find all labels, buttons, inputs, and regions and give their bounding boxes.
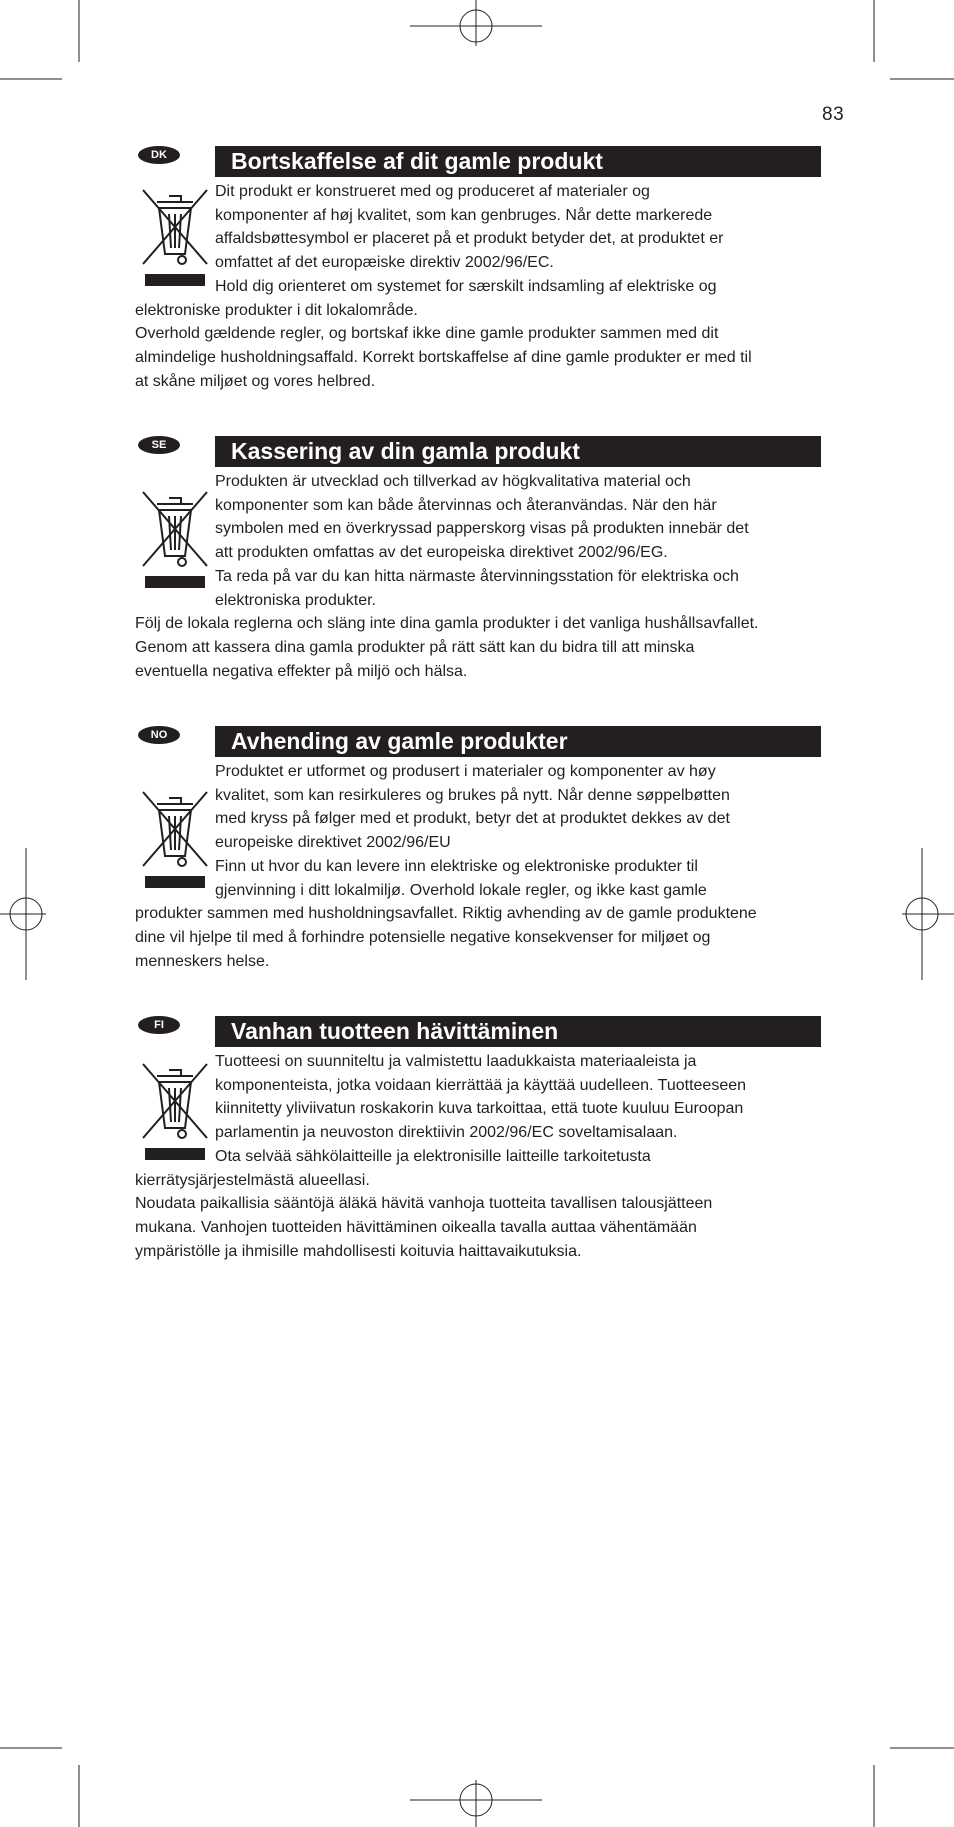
body-line: at skåne miljøet og vores helbred. [135, 372, 376, 390]
registration-target-top [410, 0, 542, 46]
body-line: dine vil hjelpe til med å forhindre potensielle negative konsekvenser for miljøet og [135, 928, 711, 946]
section-body [135, 760, 821, 973]
body-line: Ta reda på var du kan hitta närmaste återvinningsstation för elektriska och [215, 567, 739, 585]
body-line: mukana. Vanhojen tuotteiden hävittäminen oikealla tavalla auttaa vähentämään [135, 1218, 697, 1236]
body-line: symbolen med en överkryssad papperskorg visas på produkten innebär det [215, 520, 749, 538]
body-line: affaldsbøttesymbol er placeret på et produkt betyder det, at produktet er [215, 230, 724, 248]
body-line: almindelige husholdningsaffald. Korrekt bortskaffelse af dine gamle produkter er med til [135, 348, 752, 366]
body-line: kierrätysjärjestelmästä alueellasi. [135, 1171, 370, 1189]
language-badge: NO [138, 726, 180, 744]
registration-target-left [0, 848, 46, 980]
body-line: Ota selvää sähkölaitteille ja elektronisille laitteille tarkoitetusta [215, 1147, 651, 1165]
body-line: elektroniske produkter i dit lokalområde. [135, 301, 418, 319]
body-line: Overhold gældende regler, og bortskaf ikke dine gamle produkter sammen med dit [135, 325, 719, 343]
body-line: komponenteista, jotka voidaan kierrättää ja käyttää uudelleen. Tuotteeseen [215, 1076, 747, 1094]
registration-target-bottom [410, 1780, 542, 1827]
body-line: Följ de lokala reglerna och släng inte dina gamla produkter i det vanliga hushållsavfallet. [135, 615, 759, 633]
body-line: Produktet er utformet og produsert i materialer og komponenter av høy [215, 763, 716, 780]
language-badge: DK [138, 146, 180, 164]
body-line: eventuella negativa effekter på miljö och hälsa. [135, 662, 468, 680]
body-line: komponenter af høj kvalitet, som kan genbruges. Når dette markerede [215, 206, 713, 224]
body-line: Hold dig orienteret om systemet for særskilt indsamling af elektriske og [215, 277, 717, 295]
body-line: Produkten är utvecklad och tillverkad av högkvalitativa material och [215, 473, 691, 490]
body-line: produkter sammen med husholdningsavfallet. Riktig avhending av de gamle produktene [135, 905, 757, 923]
body-line: kiinnitetty yliviivatun roskakorin kuva tarkoittaa, että tuote kuuluu Euroopan [215, 1100, 744, 1118]
body-line: att produkten omfattas av det europeiska direktivet 2002/96/EG. [215, 544, 668, 562]
body-line: kvalitet, som kan resirkuleres og brukes på nytt. Når denne søppelbøtten [215, 786, 730, 804]
language-badge: FI [138, 1016, 180, 1034]
body-line: komponenter som kan både återvinnas och återanvändas. När den här [215, 496, 717, 514]
body-line: omfattet af det europæiske direktiv 2002/96/EC. [215, 254, 554, 272]
section-title: Kassering av din gamla produkt [215, 436, 821, 467]
section-body [135, 1050, 821, 1263]
body-line: med kryss på følger med et produkt, betyr det at produktet dekkes av det [215, 810, 730, 828]
body-line: europeiske direktivet 2002/96/EU [215, 834, 451, 852]
body-line: gjenvinning i ditt lokalmiljø. Overhold lokale regler, og ikke kast gamle [215, 881, 707, 899]
section-body [135, 470, 821, 683]
body-line: ympäristölle ja ihmisille mahdollisesti koituvia haittavaikutuksia. [135, 1242, 582, 1260]
body-line: Finn ut hvor du kan levere inn elektriske og elektroniske produkter til [215, 857, 698, 875]
body-line: Noudata paikallisia sääntöjä äläkä hävitä vanhoja tuotteita tavallisen talousjätteen [135, 1195, 713, 1213]
language-badge: SE [138, 436, 180, 454]
page-number: 83 [822, 104, 845, 125]
body-line: Dit produkt er konstrueret med og produceret af materialer og [215, 183, 650, 200]
body-line: Tuotteesi on suunniteltu ja valmistettu laadukkaista materiaaleista ja [215, 1053, 697, 1070]
registration-target-right [902, 848, 954, 980]
section-title: Bortskaffelse af dit gamle produkt [215, 146, 821, 177]
body-line: elektroniska produkter. [215, 591, 376, 609]
body-line: parlamentin ja neuvoston direktiivin 2002/96/EC soveltamisalaan. [215, 1124, 678, 1142]
body-line: menneskers helse. [135, 952, 270, 970]
section-body [135, 180, 821, 393]
section-title: Vanhan tuotteen hävittäminen [215, 1016, 821, 1047]
body-line: Genom att kassera dina gamla produkter på rätt sätt kan du bidra till att minska [135, 638, 695, 656]
section-title: Avhending av gamle produkter [215, 726, 821, 757]
